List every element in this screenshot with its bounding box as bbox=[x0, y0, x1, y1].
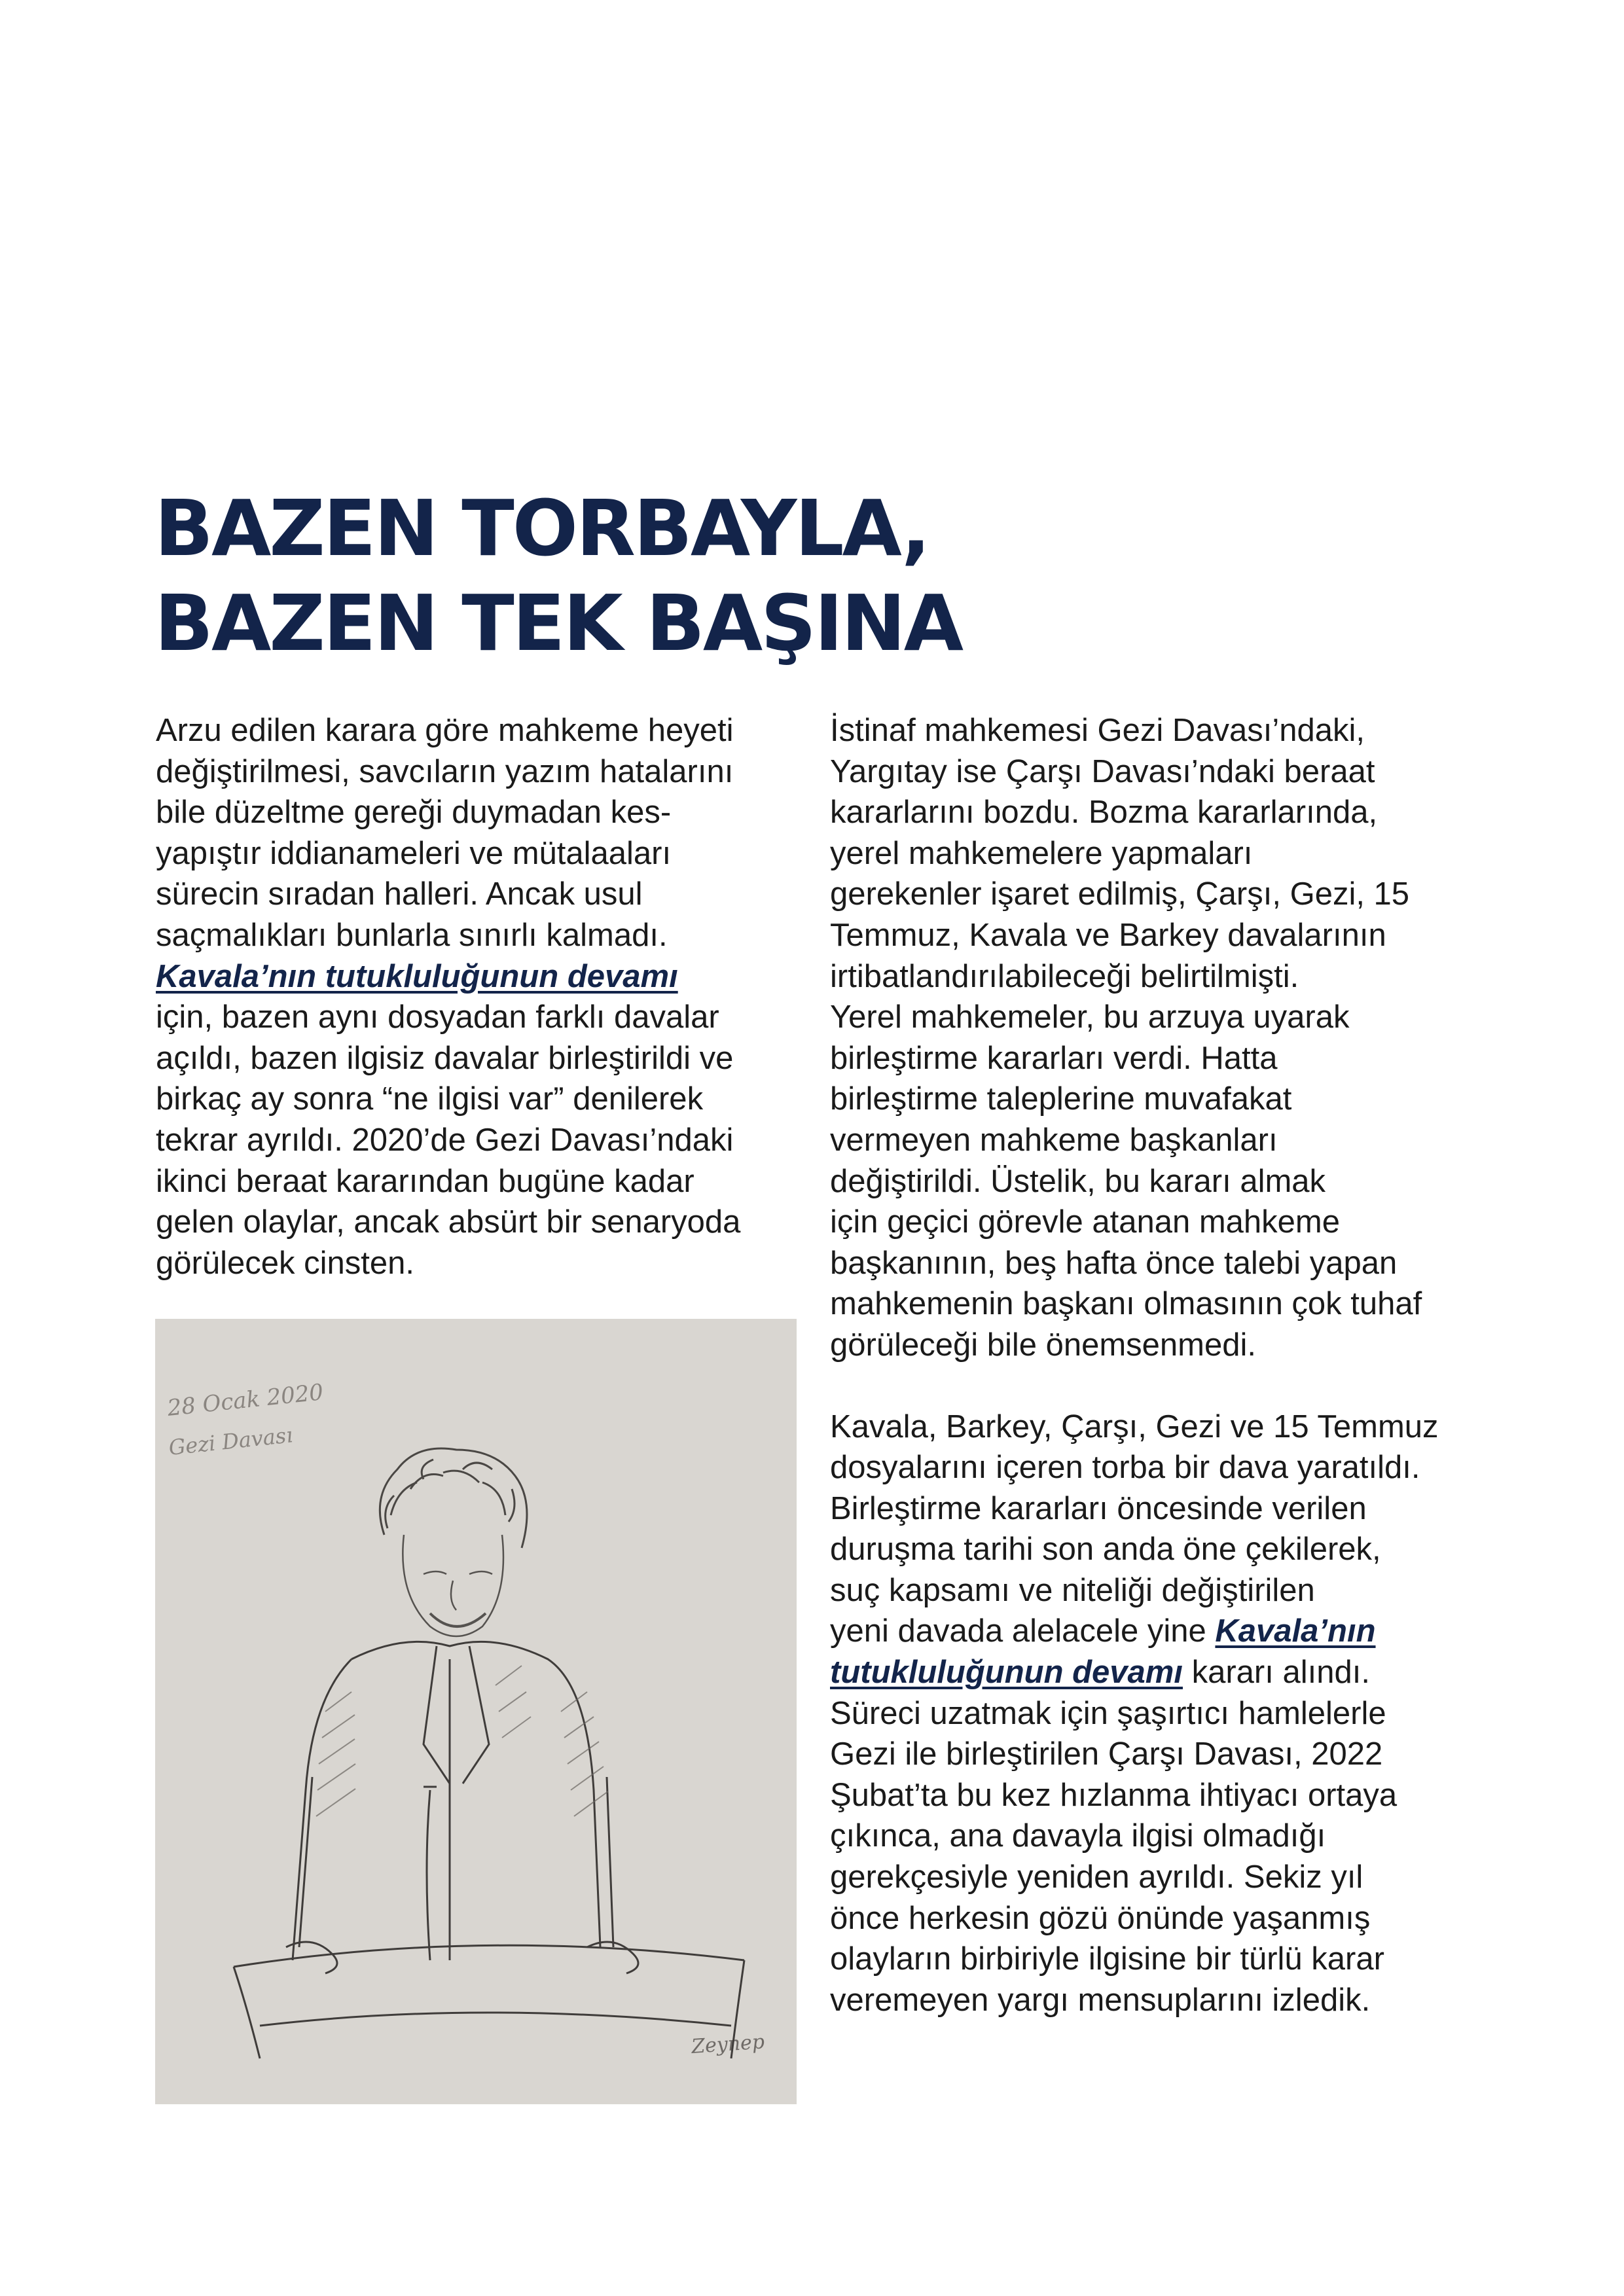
text-line: Arzu edilen karara göre mahkeme heyeti bbox=[156, 713, 734, 748]
text-line: mahkemenin başkanı olmasının çok tuhaf bbox=[830, 1286, 1422, 1322]
left-column bbox=[156, 710, 810, 1283]
text-line: olayların birbiriyle ilgisine bir türlü karar bbox=[830, 1941, 1384, 1977]
text-line: için, bazen aynı dosyadan farklı davalar bbox=[156, 999, 719, 1035]
kavala-detention-link-2[interactable]: Kavala’nın bbox=[1215, 1613, 1376, 1649]
text-line: birkaç ay sonra “ne ilgisi var” denilerek bbox=[156, 1081, 704, 1117]
text-line: gelen olaylar, ancak absürt bir senaryoda bbox=[156, 1204, 741, 1240]
page-title bbox=[154, 481, 1202, 671]
kavala-detention-link[interactable]: Kavala’nın tutukluluğunun devamı bbox=[156, 958, 678, 994]
sketch-signature: Zeynep bbox=[691, 2030, 766, 2058]
text-line: gerekçesiyle yeniden ayrıldı. Sekiz yıl bbox=[830, 1859, 1363, 1895]
title-line-2: BAZEN TEK BAŞINA bbox=[154, 578, 962, 668]
text-line: Birleştirme kararları öncesinde verilen bbox=[830, 1490, 1367, 1526]
sketch-case: Gezi Davası bbox=[167, 1422, 295, 1460]
text-line: kararlarını bozdu. Bozma kararlarında, bbox=[830, 795, 1378, 831]
text-line: açıldı, bazen ilgisiz davalar birleştirildi ve bbox=[156, 1040, 734, 1076]
right-column bbox=[830, 710, 1498, 2020]
kavala-detention-link-2-cont[interactable]: tutukluluğunun devamı bbox=[830, 1655, 1183, 1691]
text-line: Yargıtay ise Çarşı Davası’ndaki beraat bbox=[830, 753, 1375, 789]
text-line: duruşma tarihi son anda öne çekilerek, bbox=[830, 1532, 1381, 1568]
text-line: Gezi ile birleştirilen Çarşı Davası, 2022 bbox=[830, 1736, 1383, 1772]
title-line-1: BAZEN TORBAYLA, bbox=[154, 483, 929, 573]
text-line: Kavala, Barkey, Çarşı, Gezi ve 15 Temmuz bbox=[830, 1408, 1439, 1444]
text-line: değiştirildi. Üstelik, bu kararı almak bbox=[830, 1163, 1326, 1199]
text-line: önce herkesin gözü önünde yaşanmış bbox=[830, 1900, 1371, 1936]
text-line: veremeyen yargı mensuplarını izledik. bbox=[830, 1982, 1371, 2018]
text-line: Yerel mahkemeler, bu arzuya uyarak bbox=[830, 999, 1350, 1035]
sketch-date: 28 Ocak 2020 bbox=[166, 1379, 325, 1422]
text-line: Temmuz, Kavala ve Barkey davalarının bbox=[830, 917, 1386, 953]
text-line: yeni davada alelacele yine bbox=[830, 1613, 1216, 1649]
text-line: başkanının, beş hafta önce talebi yapan bbox=[830, 1245, 1398, 1281]
sketch-drawing bbox=[155, 1319, 797, 2104]
text-line: birleştirme taleplerine muvafakat bbox=[830, 1081, 1292, 1117]
text-line: vermeyen mahkeme başkanları bbox=[830, 1122, 1278, 1158]
text-line: saçmalıkları bunlarla sınırlı kalmadı. bbox=[156, 917, 668, 953]
text-line: gerekenler işaret edilmiş, Çarşı, Gezi, 15 bbox=[830, 876, 1410, 912]
text-line: görüleceği bile önemsenmedi. bbox=[830, 1327, 1256, 1363]
text-line: ikinci beraat kararından bugüne kadar bbox=[156, 1163, 695, 1199]
text-line: bile düzeltme gereği duymadan kes- bbox=[156, 795, 672, 831]
paragraph-gap bbox=[830, 1366, 1498, 1407]
text-line: çıkınca, ana davayla ilgisi olmadığı bbox=[830, 1818, 1326, 1854]
text-line: suç kapsamı ve niteliği değiştirilen bbox=[830, 1572, 1315, 1608]
text-line: kararı alındı. bbox=[1182, 1655, 1370, 1691]
text-line: görülecek cinsten. bbox=[156, 1245, 414, 1281]
text-line: Şubat’ta bu kez hızlanma ihtiyacı ortaya bbox=[830, 1777, 1398, 1813]
text-line: irtibatlandırılabileceği belirtilmişti. bbox=[830, 958, 1299, 994]
text-line: dosyalarını içeren torba bir dava yaratıldı. bbox=[830, 1450, 1420, 1486]
text-line: yapıştır iddianameleri ve mütalaaları bbox=[156, 835, 672, 871]
text-line: değiştirilmesi, savcıların yazım hatalarını bbox=[156, 753, 734, 789]
text-line: İstinaf mahkemesi Gezi Davası’ndaki, bbox=[830, 713, 1365, 748]
text-line: Süreci uzatmak için şaşırtıcı hamlelerle bbox=[830, 1695, 1386, 1731]
courtroom-sketch bbox=[155, 1319, 797, 2104]
text-line: tekrar ayrıldı. 2020’de Gezi Davası’ndaki bbox=[156, 1122, 734, 1158]
text-line: sürecin sıradan halleri. Ancak usul bbox=[156, 876, 643, 912]
text-line: için geçici görevle atanan mahkeme bbox=[830, 1204, 1340, 1240]
text-line: birleştirme kararları verdi. Hatta bbox=[830, 1040, 1278, 1076]
text-line: yerel mahkemelere yapmaları bbox=[830, 835, 1253, 871]
